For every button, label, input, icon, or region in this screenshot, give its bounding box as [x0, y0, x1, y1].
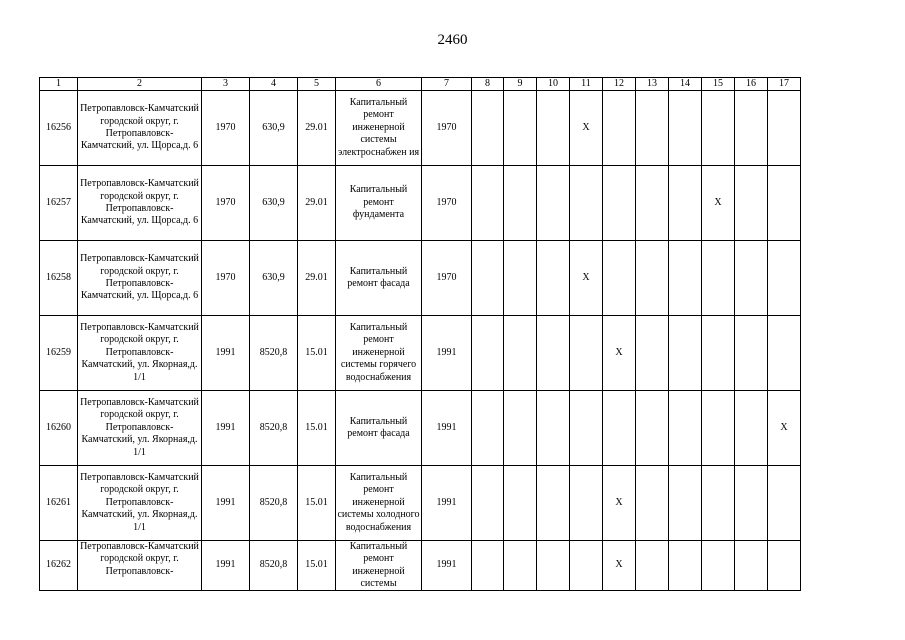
mark-cell-col-13: [636, 391, 669, 466]
address-cell: [78, 466, 202, 541]
planned-year-text: 1991: [436, 559, 457, 571]
row-number-text: 16257: [46, 196, 71, 208]
planned-year-cell: [422, 541, 472, 591]
area-cell: [250, 241, 298, 316]
column-header-16: 16: [735, 78, 768, 91]
mark-cell-col-16: [735, 541, 768, 591]
year-built-text: 1991: [215, 496, 236, 508]
code-text: 15.01: [305, 421, 328, 433]
column-header-5: 5: [298, 78, 336, 91]
planned-year-cell: [422, 391, 472, 466]
code-cell: [298, 166, 336, 241]
address-text: Петропавловск-Камчатский городской округ, г. Петропавловск-Камчатский, ул. Щорса,д. 6: [80, 253, 199, 302]
mark-cell-col-12: X: [603, 466, 636, 541]
area-cell: [250, 316, 298, 391]
mark-cell-col-17: [768, 466, 801, 541]
work-type-text: Капитальный ремонт инженерной системы холодного водоснабжения: [337, 471, 420, 533]
year-built-cell: [202, 391, 250, 466]
code-cell: [298, 91, 336, 166]
year-built-cell: [202, 166, 250, 241]
code-text: 15.01: [305, 346, 328, 358]
planned-year-text: 1991: [436, 496, 457, 508]
work-type-cell: [336, 166, 422, 241]
area-cell: [250, 391, 298, 466]
column-header-15: 15: [702, 78, 735, 91]
planned-year-cell: [422, 466, 472, 541]
mark-cell-col-13: [636, 166, 669, 241]
mark-cell-col-14: [669, 166, 702, 241]
year-built-text: 1991: [215, 559, 236, 571]
year-built-text: 1991: [215, 346, 236, 358]
planned-year-cell: [422, 91, 472, 166]
year-built-cell: [202, 541, 250, 591]
address-cell: [78, 316, 202, 391]
column-header-10: 10: [537, 78, 570, 91]
table-row: [40, 466, 801, 541]
year-built-text: 1970: [215, 271, 236, 283]
year-built-cell: [202, 316, 250, 391]
area-text: 8520,8: [259, 559, 288, 571]
mark-cell-col-12: X: [603, 541, 636, 591]
table-body: [40, 78, 801, 591]
area-text: 8520,8: [259, 346, 288, 358]
mark-cell-col-8: [472, 241, 504, 316]
mark-cell-col-16: [735, 241, 768, 316]
year-built-cell: [202, 466, 250, 541]
mark-cell-col-17: X: [768, 391, 801, 466]
planned-year-cell: [422, 166, 472, 241]
row-number-text: 16261: [46, 496, 71, 508]
code-cell: [298, 241, 336, 316]
mark-cell-col-13: [636, 91, 669, 166]
mark-cell-col-14: [669, 466, 702, 541]
mark-cell-col-9: [504, 391, 537, 466]
header-row: [40, 78, 801, 91]
planned-year-cell: [422, 316, 472, 391]
mark-cell-col-9: [504, 541, 537, 591]
mark-cell-col-15: [702, 541, 735, 591]
work-type-text: Капитальный ремонт инженерной системы электроснабжен ия: [337, 96, 420, 158]
table-row: [40, 391, 801, 466]
mark-cell-col-12: [603, 241, 636, 316]
mark-cell-col-16: [735, 316, 768, 391]
code-text: 15.01: [305, 496, 328, 508]
address-text: Петропавловск-Камчатский городской округ, г. Петропавловск-Камчатский, ул. Щорса,д. 6: [80, 103, 199, 152]
area-text: 630,9: [262, 271, 285, 283]
row-number-cell: [40, 316, 78, 391]
work-type-cell: [336, 466, 422, 541]
planned-year-text: 1991: [436, 346, 457, 358]
mark-cell-col-11: [570, 166, 603, 241]
year-built-cell: [202, 91, 250, 166]
mark-cell-col-16: [735, 391, 768, 466]
work-type-cell: [336, 91, 422, 166]
address-cell: [78, 91, 202, 166]
address-text: Петропавловск-Камчатский городской округ, г. Петропавловск-Камчатский, ул. Якорная,д. 1/1: [80, 471, 199, 533]
year-built-cell: [202, 241, 250, 316]
planned-year-text: 1970: [436, 121, 457, 133]
code-text: 29.01: [305, 121, 328, 133]
work-type-text: Капитальный ремонт фундамента: [349, 184, 408, 221]
work-type-cell: [336, 241, 422, 316]
address-cell: [78, 391, 202, 466]
address-text: Петропавловск-Камчатский городской округ, г. Петропавловск-: [80, 541, 199, 577]
column-header-9: 9: [504, 78, 537, 91]
row-number-cell: [40, 166, 78, 241]
work-type-text: Капитальный ремонт инженерной системы горячего водоснабжения: [340, 321, 417, 383]
mark-cell-col-17: [768, 541, 801, 591]
table-row: [40, 541, 801, 591]
mark-cell-col-8: [472, 166, 504, 241]
column-header-14: 14: [669, 78, 702, 91]
planned-year-cell: [422, 241, 472, 316]
page-number: 2460: [437, 32, 468, 48]
mark-cell-col-15: [702, 91, 735, 166]
area-text: 630,9: [262, 121, 285, 133]
planned-year-text: 1970: [436, 196, 457, 208]
mark-cell-col-16: [735, 466, 768, 541]
mark-cell-col-11: [570, 316, 603, 391]
code-text: 15.01: [305, 559, 328, 571]
column-header-6: 6: [336, 78, 422, 91]
row-number-text: 16259: [46, 346, 71, 358]
code-cell: [298, 316, 336, 391]
work-type-cell: [336, 391, 422, 466]
column-header-1: 1: [40, 78, 78, 91]
mark-cell-col-14: [669, 541, 702, 591]
mark-cell-col-13: [636, 466, 669, 541]
mark-cell-col-10: [537, 241, 570, 316]
planned-year-text: 1970: [436, 271, 457, 283]
mark-cell-col-15: [702, 466, 735, 541]
area-text: 8520,8: [259, 496, 288, 508]
work-type-text: Капитальный ремонт инженерной системы: [349, 541, 408, 590]
area-cell: [250, 91, 298, 166]
column-header-12: 12: [603, 78, 636, 91]
table-row: [40, 241, 801, 316]
row-number-cell: [40, 466, 78, 541]
area-cell: [250, 541, 298, 591]
mark-cell-col-9: [504, 166, 537, 241]
table-row: [40, 166, 801, 241]
mark-cell-col-14: [669, 391, 702, 466]
year-built-text: 1970: [215, 121, 236, 133]
mark-cell-col-9: [504, 91, 537, 166]
mark-cell-col-10: [537, 91, 570, 166]
column-header-8: 8: [472, 78, 504, 91]
column-header-7: 7: [422, 78, 472, 91]
mark-cell-col-10: [537, 391, 570, 466]
mark-cell-col-14: [669, 316, 702, 391]
mark-cell-col-9: [504, 241, 537, 316]
row-number-text: 16260: [46, 421, 71, 433]
code-cell: [298, 466, 336, 541]
row-number-text: 16262: [46, 559, 71, 571]
row-number-text: 16256: [46, 121, 71, 133]
work-type-text: Капитальный ремонт фасада: [347, 265, 410, 289]
area-text: 630,9: [262, 196, 285, 208]
address-cell: [78, 541, 202, 591]
row-number-cell: [40, 241, 78, 316]
area-cell: [250, 466, 298, 541]
address-cell: [78, 166, 202, 241]
column-header-11: 11: [570, 78, 603, 91]
address-text: Петропавловск-Камчатский городской округ, г. Петропавловск-Камчатский, ул. Якорная,д. 1/1: [80, 321, 199, 383]
mark-cell-col-10: [537, 316, 570, 391]
year-built-text: 1991: [215, 421, 236, 433]
mark-cell-col-14: [669, 91, 702, 166]
mark-cell-col-11: X: [570, 241, 603, 316]
work-type-text: Капитальный ремонт фасада: [347, 415, 410, 439]
work-type-cell: [336, 316, 422, 391]
mark-cell-col-8: [472, 541, 504, 591]
column-header-3: 3: [202, 78, 250, 91]
row-number-cell: [40, 541, 78, 591]
mark-cell-col-15: [702, 391, 735, 466]
mark-cell-col-15: [702, 241, 735, 316]
mark-cell-col-9: [504, 466, 537, 541]
column-header-2: 2: [78, 78, 202, 91]
column-header-17: 17: [768, 78, 801, 91]
mark-cell-col-17: [768, 91, 801, 166]
mark-cell-col-15: [702, 316, 735, 391]
row-number-cell: [40, 391, 78, 466]
mark-cell-col-11: X: [570, 91, 603, 166]
table-row: [40, 91, 801, 166]
column-header-13: 13: [636, 78, 669, 91]
mark-cell-col-8: [472, 91, 504, 166]
mark-cell-col-8: [472, 466, 504, 541]
mark-cell-col-13: [636, 316, 669, 391]
mark-cell-col-16: [735, 91, 768, 166]
code-cell: [298, 541, 336, 591]
mark-cell-col-12: [603, 391, 636, 466]
area-cell: [250, 166, 298, 241]
mark-cell-col-16: [735, 166, 768, 241]
mark-cell-col-10: [537, 166, 570, 241]
mark-cell-col-12: [603, 166, 636, 241]
address-text: Петропавловск-Камчатский городской округ, г. Петропавловск-Камчатский, ул. Щорса,д. 6: [80, 178, 199, 227]
mark-cell-col-12: [603, 91, 636, 166]
code-text: 29.01: [305, 196, 328, 208]
mark-cell-col-11: [570, 541, 603, 591]
address-text: Петропавловск-Камчатский городской округ, г. Петропавловск-Камчатский, ул. Якорная,д. 1/1: [80, 396, 199, 458]
mark-cell-col-17: [768, 316, 801, 391]
area-text: 8520,8: [259, 421, 288, 433]
code-cell: [298, 391, 336, 466]
row-number-cell: [40, 91, 78, 166]
mark-cell-col-13: [636, 241, 669, 316]
mark-cell-col-17: [768, 166, 801, 241]
mark-cell-col-15: X: [702, 166, 735, 241]
planned-year-text: 1991: [436, 421, 457, 433]
repair-registry-table: [39, 77, 801, 591]
mark-cell-col-11: [570, 391, 603, 466]
mark-cell-col-10: [537, 541, 570, 591]
mark-cell-col-8: [472, 316, 504, 391]
column-header-4: 4: [250, 78, 298, 91]
mark-cell-col-12: X: [603, 316, 636, 391]
mark-cell-col-11: [570, 466, 603, 541]
work-type-cell: [336, 541, 422, 591]
code-text: 29.01: [305, 271, 328, 283]
mark-cell-col-10: [537, 466, 570, 541]
row-number-text: 16258: [46, 271, 71, 283]
mark-cell-col-9: [504, 316, 537, 391]
mark-cell-col-17: [768, 241, 801, 316]
mark-cell-col-14: [669, 241, 702, 316]
table-row: [40, 316, 801, 391]
mark-cell-col-8: [472, 391, 504, 466]
mark-cell-col-13: [636, 541, 669, 591]
year-built-text: 1970: [215, 196, 236, 208]
address-cell: [78, 241, 202, 316]
